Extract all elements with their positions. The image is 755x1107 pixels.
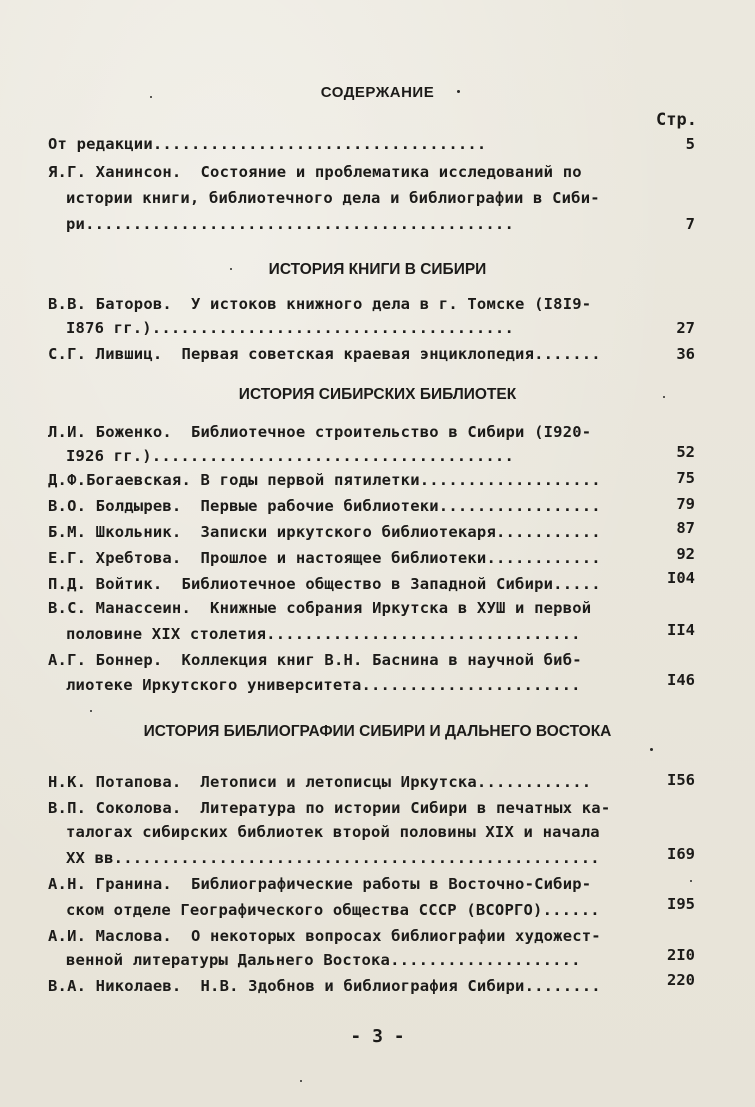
- toc-page-number: 5: [685, 135, 695, 153]
- toc-line: Е.Г. Хребтова. Прошлое и настоящее библиотеки............: [48, 549, 601, 567]
- toc-page-number: II4: [667, 621, 695, 639]
- toc-line: лиотеке Иркутского университета.......................: [66, 676, 581, 694]
- toc-line: В.П. Соколова. Литература по истории Сибири в печатных ка-: [48, 799, 611, 817]
- toc-page-number: 220: [667, 971, 695, 989]
- section-heading: ИСТОРИЯ БИБЛИОГРАФИИ СИБИРИ И ДАЛЬНЕГО ВОСТОКА: [143, 723, 612, 740]
- toc-line: талогах сибирских библиотек второй половины XIX и начала: [66, 823, 600, 841]
- toc-line: Я.Г. Ханинсон. Состояние и проблематика исследований по: [48, 163, 582, 181]
- toc-line: А.Г. Боннер. Коллекция книг В.Н. Баснина в научной биб-: [48, 651, 582, 669]
- page-column-header: Стр.: [656, 110, 697, 130]
- toc-page-number: 2I0: [667, 946, 695, 964]
- toc-page-number: 92: [676, 545, 695, 563]
- toc-line: В.В. Баторов. У истоков книжного дела в г. Томске (I8I9-: [48, 295, 592, 313]
- toc-page-number: I46: [667, 671, 695, 689]
- toc-line: От редакции...................................: [48, 135, 487, 153]
- toc-line: Д.Ф.Богаевская. В годы первой пятилетки...................: [48, 471, 601, 489]
- contents-heading: СОДЕРЖАНИЕ: [320, 84, 435, 101]
- toc-page-number: I04: [667, 569, 695, 587]
- toc-line: ри.............................................: [66, 215, 514, 233]
- toc-page-number: I69: [667, 845, 695, 863]
- toc-page-number: 36: [676, 345, 695, 363]
- toc-line: I876 гг.)......................................: [66, 319, 514, 337]
- toc-page-number: 87: [676, 519, 695, 537]
- toc-line: XX вв...................................................: [66, 849, 600, 867]
- toc-line: половине XIX столетия.................................: [66, 625, 581, 643]
- toc-line: Б.М. Школьник. Записки иркутского библиотекаря...........: [48, 523, 601, 541]
- section-heading: ИСТОРИЯ СИБИРСКИХ БИБЛИОТЕК: [238, 386, 517, 403]
- toc-page-number: I95: [667, 895, 695, 913]
- toc-line: Л.И. Боженко. Библиотечное строительство в Сибири (I920-: [48, 423, 592, 441]
- toc-line: П.Д. Войтик. Библиотечное общество в Западной Сибири.....: [48, 575, 601, 593]
- toc-page-number: 7: [685, 215, 695, 233]
- toc-line: В.О. Болдырев. Первые рабочие библиотеки.................: [48, 497, 601, 515]
- toc-page-number: 52: [676, 443, 695, 461]
- toc-line: В.С. Манассеин. Книжные собрания Иркутска в ХУШ и первой: [48, 599, 592, 617]
- toc-line: А.Н. Гранина. Библиографические работы в Восточно-Сибир-: [48, 875, 592, 893]
- page-number: - 3 -: [350, 1026, 405, 1047]
- toc-line: С.Г. Лившиц. Первая советская краевая энциклопедия.......: [48, 345, 601, 363]
- toc-line: ском отделе Географического общества СССР (ВСОРГО)......: [66, 901, 600, 919]
- toc-line: В.А. Николаев. Н.В. Здобнов и библиография Сибири........: [48, 977, 601, 995]
- toc-line: Н.К. Потапова. Летописи и летописцы Иркутска............: [48, 773, 592, 791]
- toc-line: венной литературы Дальнего Востока....................: [66, 951, 581, 969]
- toc-page-number: 79: [676, 495, 695, 513]
- toc-page-number: 75: [676, 469, 695, 487]
- toc-page-number: 27: [676, 319, 695, 337]
- toc-line: I926 гг.)......................................: [66, 447, 514, 465]
- toc-line: А.И. Маслова. О некоторых вопросах библиографии художест-: [48, 927, 601, 945]
- section-heading: ИСТОРИЯ КНИГИ В СИБИРИ: [268, 261, 487, 278]
- toc-page-number: I56: [667, 771, 695, 789]
- toc-line: истории книги, библиотечного дела и библиографии в Сиби-: [66, 189, 600, 207]
